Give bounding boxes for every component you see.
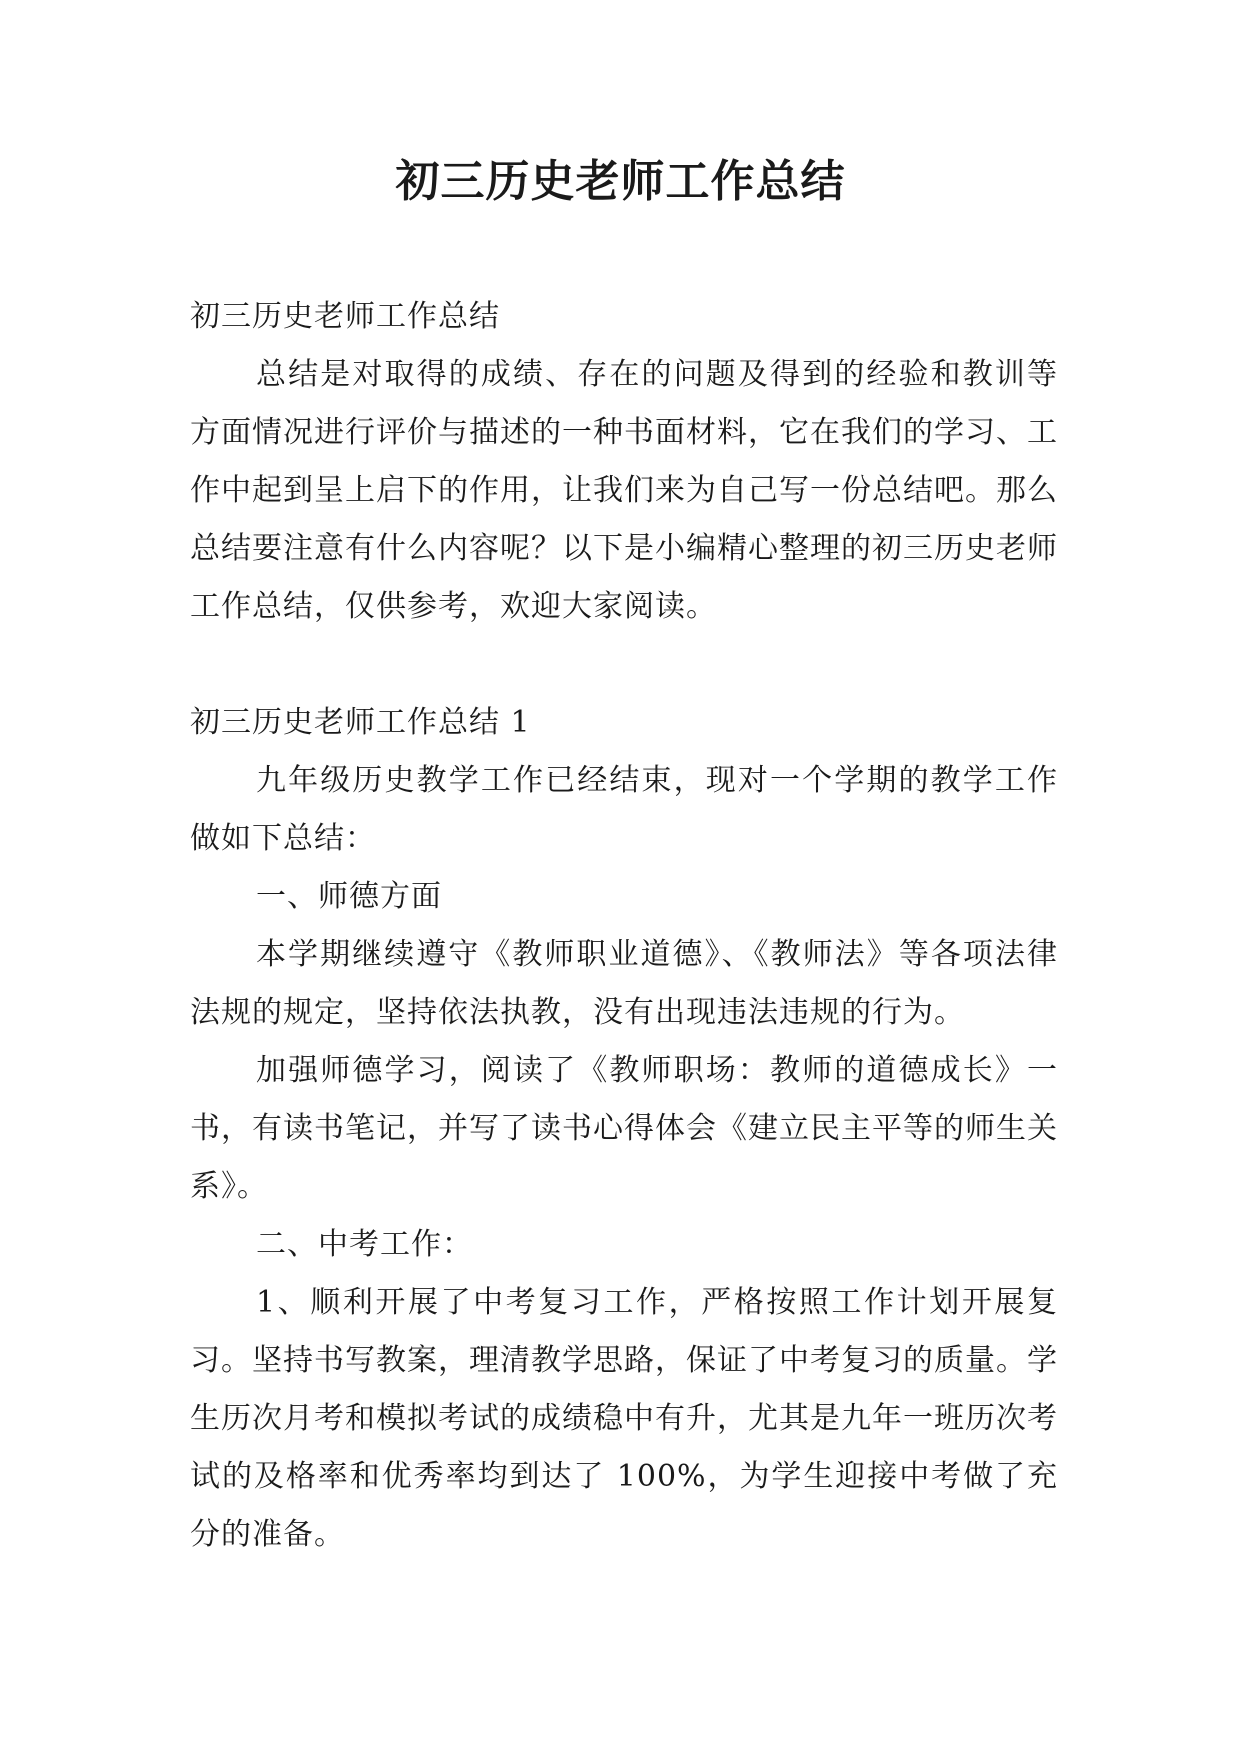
body-paragraph: 加强师德学习，阅读了《教师职场：教师的道德成长》一书，有读书笔记，并写了读书心得体会《建立民主平等的师生关系》。 [190,1053,1058,1204]
body-paragraph: 九年级历史教学工作已经结束，现对一个学期的教学工作做如下总结： [190,763,1058,856]
body-paragraph: 1、顺利开展了中考复习工作，严格按照工作计划开展复习。坚持书写教案，理清教学思路，保证了中考复习的质量。学生历次月考和模拟考试的成绩稳中有升，尤其是九年一班历次考试的及格率和优秀率均到达了 100%，为学生迎接中考做了充分的准备。 [190,1285,1058,1552]
body-paragraph: 本学期继续遵守《教师职业道德》、《教师法》等各项法律法规的规定，坚持依法执教，没有出现违法违规的行为。 [190,937,1058,1030]
document-title: 初三历史老师工作总结 [395,156,846,207]
intro-paragraph: 总结是对取得的成绩、存在的问题及得到的经验和教训等方面情况进行评价与描述的一种书面材料，它在我们的学习、工作中起到呈上启下的作用，让我们来为自己写一份总结吧。那么总结要注意有什么内容呢？以下是小编精心整理的初三历史老师工作总结，仅供参考，欢迎大家阅读。 [190,357,1058,624]
subtitle-heading: 初三历史老师工作总结 [190,299,500,334]
subsection-heading: 二、中考工作： [256,1227,473,1262]
section-heading: 初三历史老师工作总结 1 [190,705,531,740]
subsection-heading: 一、师德方面 [256,879,442,914]
document-body [190,288,1058,1564]
